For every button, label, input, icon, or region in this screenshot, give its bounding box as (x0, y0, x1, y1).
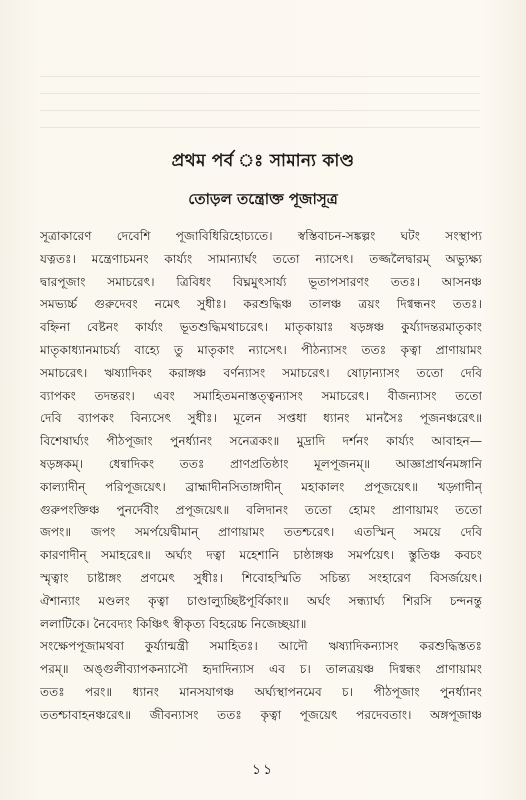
text-line: দ্বারপূজাং সমাচরেৎ। ত্রিবিধং বিঘ্নমুৎসার্য্য ভূতাপসারণং ততঃ। আসনঞ্চ (40, 274, 482, 289)
text-line: সূত্রাকারেণ দেবেশি পূজাবিধিরিহোচ্যতে। স্বস্তিবাচন-সঙ্কল্পং ঘটং সংস্থাপ্য (40, 229, 482, 243)
reverse-page-show-through (40, 60, 480, 130)
text-line: দেবি ব্যাপকং বিন্যসেৎ সুধীঃ। মূলেন সপ্তধা ধ্যানং মানসৈঃ পূজনঞ্চরেৎ॥ (40, 411, 482, 426)
text-line: সংক্ষেপপূজামথবা কুর্য্যান্মন্ত্রী সমাহিতঃ। আদৌ ঋষ্যাদিকন্যাসং করশুদ্ধিস্ততঃ (40, 639, 482, 654)
running-header-show-through (0, 8, 526, 20)
text-line: মাতৃকাধ্যানমাচর্য্য বাহ্যে তু মাতৃকাং ন্যাসেৎ। পীঠন্যাসং ততঃ কৃত্বা প্রাণায়ামং (40, 342, 482, 357)
text-line: ললাটিকে। নৈবেদ্যং কিঞ্চিৎ স্বীকৃত্য বিহরেচ্চ নিজেচ্ছয়া॥ (40, 616, 307, 631)
text-line: গুরুপংক্তিঞ্চ পুনর্দেবীং প্রপূজয়েৎ॥ বলিদানং ততো হোমং প্রাণায়ামং ততো (40, 502, 482, 517)
text-line: ততশ্চাবাহনঞ্চরেৎ॥ জীবন্যাসং ততঃ কৃত্বা পূজয়েৎ পরদেবতাং। অঙ্গপূজাঞ্চ (40, 707, 482, 722)
text-line: পরম্॥ অঙ্গুলীব্যাপকন্যাসৌ হৃদাদিন্যাস এব চ। তালত্রয়ঞ্চ দিগ্বন্ধং প্রাণায়ামং (40, 662, 482, 677)
text-line: ব্যাপকং তদন্তরং। এবং সমাহিতমনাস্তত্ত্বন্যাসং সমাচরেৎ। বীজন্যাসং ততো (40, 388, 482, 403)
text-line: ষড়ঙ্গকম্। ধেন্বাদিকং ততঃ প্রাণপ্রতিষ্ঠাং মূলপূজনম্॥ আজ্ঞাপ্রার্থনমঙ্গানি (40, 456, 482, 471)
text-line: সমাচরেৎ। ঋষ্যাদিকং করাঙ্গঞ্চ বর্ণন্যাসং সমাচরেৎ। ষোঢ়ান্যাসং ততো দেবি (40, 365, 482, 380)
section-title: তোড়ল তন্ত্রোক্ত পূজাসূত্র (188, 190, 338, 208)
text-line: কারণাদীন্ সমাহরেৎ॥ অর্ঘ্যং দত্বা মহেশানি চাষ্ঠাঙ্গঞ্চ সমর্পয়েৎ। স্তুতিঞ্চ কবচং (40, 548, 482, 563)
text-line: জপং॥ জপং সমর্পয়েদ্বীমান্ প্রাণায়ামং ততশ্চরেৎ। এতস্মিন্ সময়ে দেবি (40, 525, 482, 540)
text-line: সমভ্যর্চ্চ গুরুদেবং নমেৎ সুধীঃ। করশুদ্ধিঞ্চ তালঞ্চ ত্রয়ং দিগ্বন্ধনং ততঃ। (40, 297, 482, 312)
text-line: যত্নতঃ। মন্ত্রেণাচমনং কার্য্যং সামান্যার্ঘং ততো ন্যাসেৎ। তজ্জলৈদ্বারম্ অভ্যুক্ষ্য (40, 251, 482, 266)
text-line: কাল্যাদীন্ পরিপূজয়েৎ। ব্রাহ্মাদীনসিতাঙ্গাদীন্ মহাকালং প্রপূজয়েৎ॥ খড়্গাদীন্ (40, 479, 482, 494)
page-number: ১১ (251, 762, 275, 778)
text-line: বহ্নিনা বেষ্টনং কার্য্যং ভূতশুদ্ধিমথাচরেৎ। মাতৃকায়াঃ ষড়ঙ্গঞ্চ কুর্য্যাদন্তরমাতৃকাং (40, 320, 482, 335)
part-title: প্রথম পর্ব ঃ সামান্য কাণ্ড (171, 151, 355, 171)
body-text (40, 225, 482, 727)
text-line: ঐশান্যাং মণ্ডলং কৃত্বা চাণ্ডাল্যুচ্ছিষ্টপূর্বিকাং॥ অর্ঘং সন্ধ্যার্ঘ্য শিরসি চন্দনন্তু (40, 593, 482, 608)
text-line: স্মৃত্বাং চাষ্টাঙ্গং প্রণমেৎ সুধীঃ। শিবোহস্মিতি সচিন্ত্য সংহারেণ বিসর্জয়েৎ। (40, 570, 482, 585)
text-line: বিশেষার্ঘ্যং পীঠপূজাং পুনর্ধ্যানং সনেত্রকং॥ মুদ্রাদি দর্শনং কার্য্যং আবাহন— (40, 434, 482, 449)
text-line: ততঃ পরং॥ ধ্যানং মানসযাগঞ্চ অর্ঘ্যস্থাপনমেব চ। পীঠপূজাং পুনর্ধ্যানং (40, 684, 482, 699)
